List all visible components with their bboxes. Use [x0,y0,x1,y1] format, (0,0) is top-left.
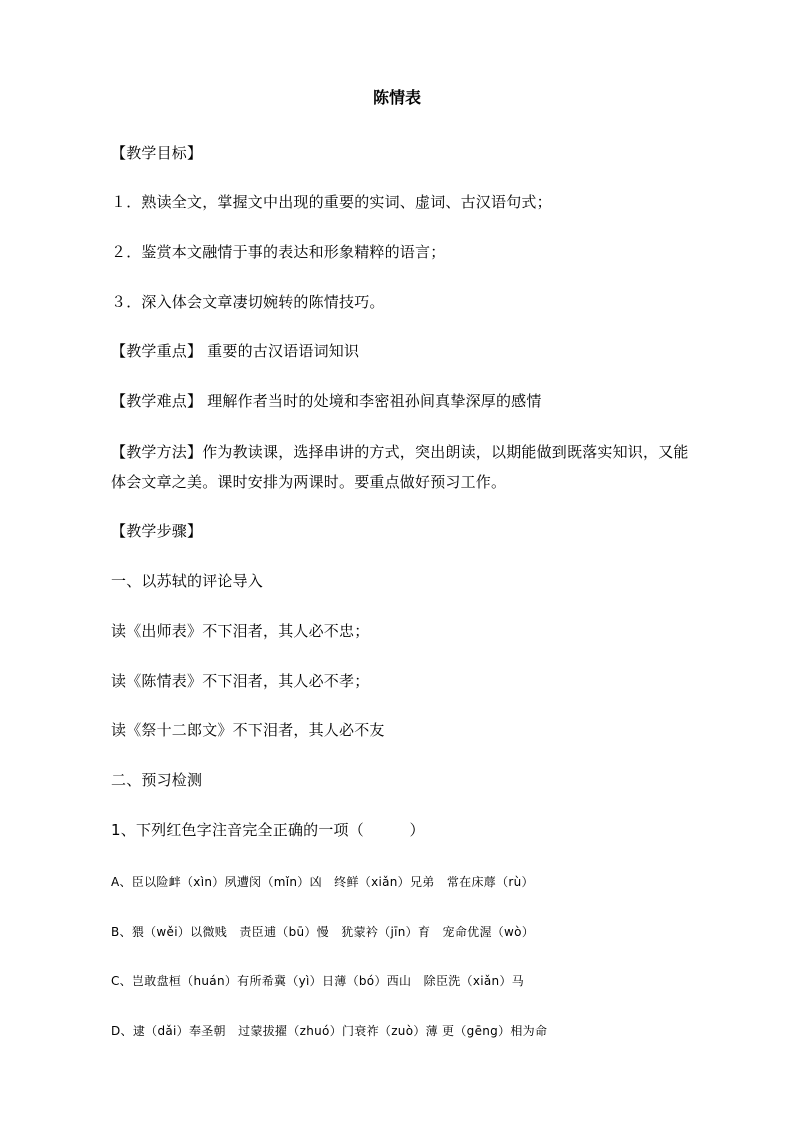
page-title: 陈情表 [372,88,421,107]
option-a: A、臣以险衅（xìn）夙遭闵（mǐn）凶 终鲜（xiǎn）兄弟 常在床蓐（rù） [111,875,534,889]
objectives-heading: 【教学目标】 [111,144,203,162]
option-c: C、岂敢盘桓（huán）有所希冀（yì）日薄（bó）西山 除臣洗（xiǎn）马 [111,974,525,988]
method-line-2: 体会文章之美。课时安排为两课时。要重点做好预习工作。 [111,473,507,491]
difficulty: 【教学难点】 理解作者当时的处境和李密祖孙间真挚深厚的感情 [111,392,542,410]
objective-item-3: ３．深入体会文章凄切婉转的陈情技巧。 [111,293,385,311]
quote-3: 读《祭十二郎文》不下泪者，其人必不友 [111,721,385,739]
objective-item-2: ２．鉴赏本文融情于事的表达和形象精粹的语言； [111,243,446,261]
key-point: 【教学重点】 重要的古汉语语词知识 [111,342,360,360]
option-b: B、猥（wěi）以微贱 责臣逋（bū）慢 犹蒙衿（jīn）育 宠命优渥（wò） [111,925,535,939]
section-1-heading: 一、以苏轼的评论导入 [111,572,264,590]
question-1: 1、下列红色字注音完全正确的一项（ ） [111,821,425,839]
section-2-heading: 二、预习检测 [111,771,203,789]
steps-heading: 【教学步骤】 [111,522,203,540]
method-line-1: 【教学方法】作为教读课，选择串讲的方式，突出朗读，以期能做到既落实知识，又能 [111,443,689,461]
quote-2: 读《陈情表》不下泪者，其人必不孝； [111,672,370,690]
objective-item-1: １．熟读全文，掌握文中出现的重要的实词、虚词、古汉语句式； [111,193,552,211]
option-d: D、逮（dǎi）奉圣朝 过蒙拔擢（zhuó）门衰祚（zuò）薄 更（gēng）相为命 [111,1024,548,1038]
quote-1: 读《出师表》不下泪者，其人必不忠； [111,622,370,640]
